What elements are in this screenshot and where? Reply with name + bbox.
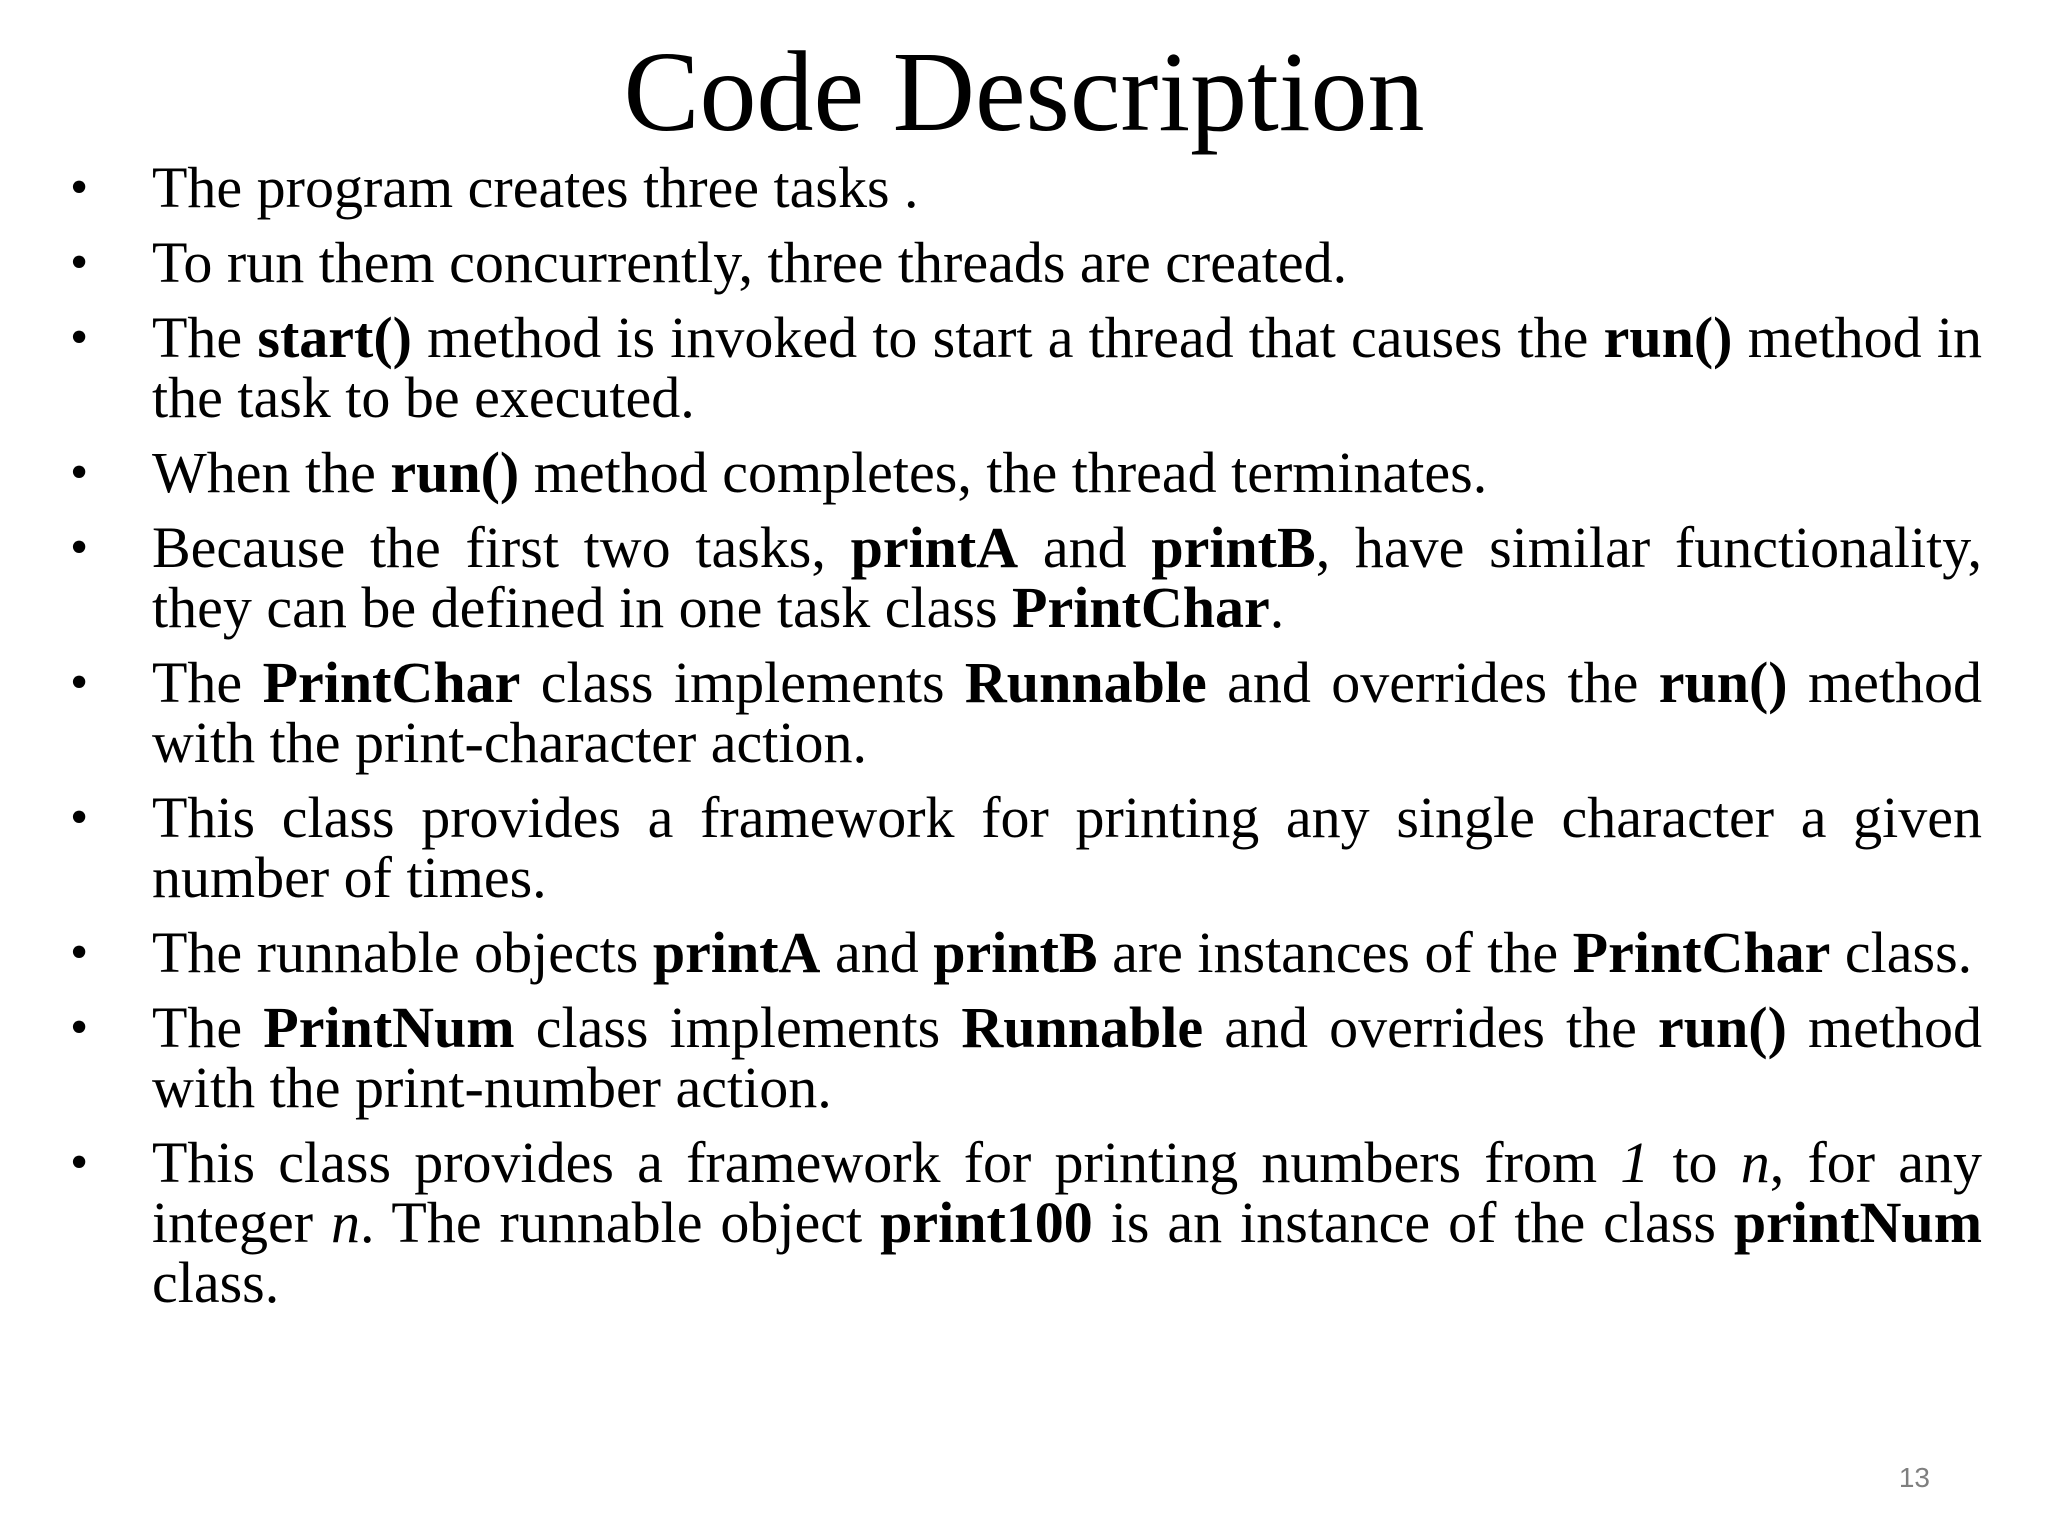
text-run: The [152,650,263,715]
bullet-dot-icon: • [70,1134,89,1191]
bold-term: printB [1151,515,1316,580]
bullet-item [70,1130,1983,1315]
bold-term: PrintChar [262,650,521,715]
bold-term: printA [652,920,821,985]
text-run: class. [152,1250,280,1315]
text-run: are instances of the [1097,920,1573,985]
bold-term: printNum [1733,1190,1983,1255]
bullet-dot-icon: • [70,309,89,366]
bullet-text [152,650,1982,775]
text-run: This class provides a framework for printing any single character a given number of times. [152,785,1982,910]
bullet-text [152,785,1982,910]
text-run: The [152,305,258,370]
bold-term: start() [257,305,412,370]
text-run: , for any integer [152,1130,1982,1255]
text-run: class implements [520,650,965,715]
bullet-text [152,515,1982,640]
text-run: and [1018,515,1152,580]
bullet-dot-icon: • [70,789,89,846]
bullet-item [70,440,1982,505]
bold-term: printA [850,515,1019,580]
bullet-dot-icon: • [70,234,89,291]
bullet-dot-icon: • [70,159,89,216]
text-run: This class provides a framework for printing numbers from [152,1130,1621,1195]
italic-term: n [1740,1130,1770,1195]
text-run: method is invoked to start a thread that causes the [411,305,1604,370]
text-run: . The runnable object [360,1190,881,1255]
slide-title: Code Description [623,28,1425,155]
italic-term: 1 [1620,1130,1650,1195]
bullet-item [70,155,1982,220]
bold-term: run() [1658,995,1787,1060]
text-run: . [1269,575,1285,640]
page-number: 13 [1898,1462,1930,1493]
bullet-text [152,995,1982,1120]
bullet-dot-icon: • [70,654,89,711]
text-run: method with the print-character action. [152,650,1983,775]
bullet-item [70,305,1983,430]
text-run: The program creates three tasks . [152,155,919,220]
bold-term: PrintNum [263,995,515,1060]
text-run: class implements [514,995,962,1060]
italic-term: n [331,1190,360,1255]
text-run: , have similar functionality, they can be defined in one task class [152,515,1982,640]
bold-term: PrintChar [1012,575,1270,640]
bold-term: Runnable [961,995,1204,1060]
text-run: and overrides the [1206,650,1659,715]
bullet-item [70,995,1982,1120]
bold-term: print100 [880,1190,1093,1255]
bullet-text [152,440,1487,505]
text-run: class. [1830,920,1973,985]
text-run: method in the task to be executed. [152,305,1983,430]
bullet-item [70,515,1982,640]
text-run: and overrides the [1203,995,1659,1060]
bullet-item [70,785,1982,910]
text-run: to [1649,1130,1741,1195]
bullet-text [152,305,1982,430]
bold-term: run() [390,440,520,505]
bullet-dot-icon: • [70,519,89,576]
text-run: When the [152,440,391,505]
bold-term: run() [1603,305,1733,370]
bold-term: PrintChar [1572,920,1831,985]
bullet-list [70,155,1983,1328]
bold-term: run() [1658,650,1788,715]
text-run: method with the print-number action. [152,995,1982,1120]
text-run: The [152,995,264,1060]
bullet-dot-icon: • [70,999,89,1056]
bullet-item [70,650,1983,775]
bullet-dot-icon: • [70,924,89,981]
bullet-text [152,230,1347,295]
bullet-item [70,230,1982,295]
bold-term: Runnable [964,650,1207,715]
text-run: and [820,920,934,985]
text-run: method completes, the thread terminates. [519,440,1488,505]
bullet-text [152,1130,1982,1315]
text-run: is an instance of the class [1092,1190,1734,1255]
bullet-item [70,920,1982,985]
bold-term: printB [933,920,1098,985]
text-run: The runnable objects [152,920,653,985]
bullet-dot-icon: • [70,444,89,501]
text-run: Because the first two tasks, [152,515,851,580]
bullet-text [152,920,1972,985]
text-run: To run them concurrently, three threads are created. [152,230,1348,295]
bullet-text [152,155,919,220]
